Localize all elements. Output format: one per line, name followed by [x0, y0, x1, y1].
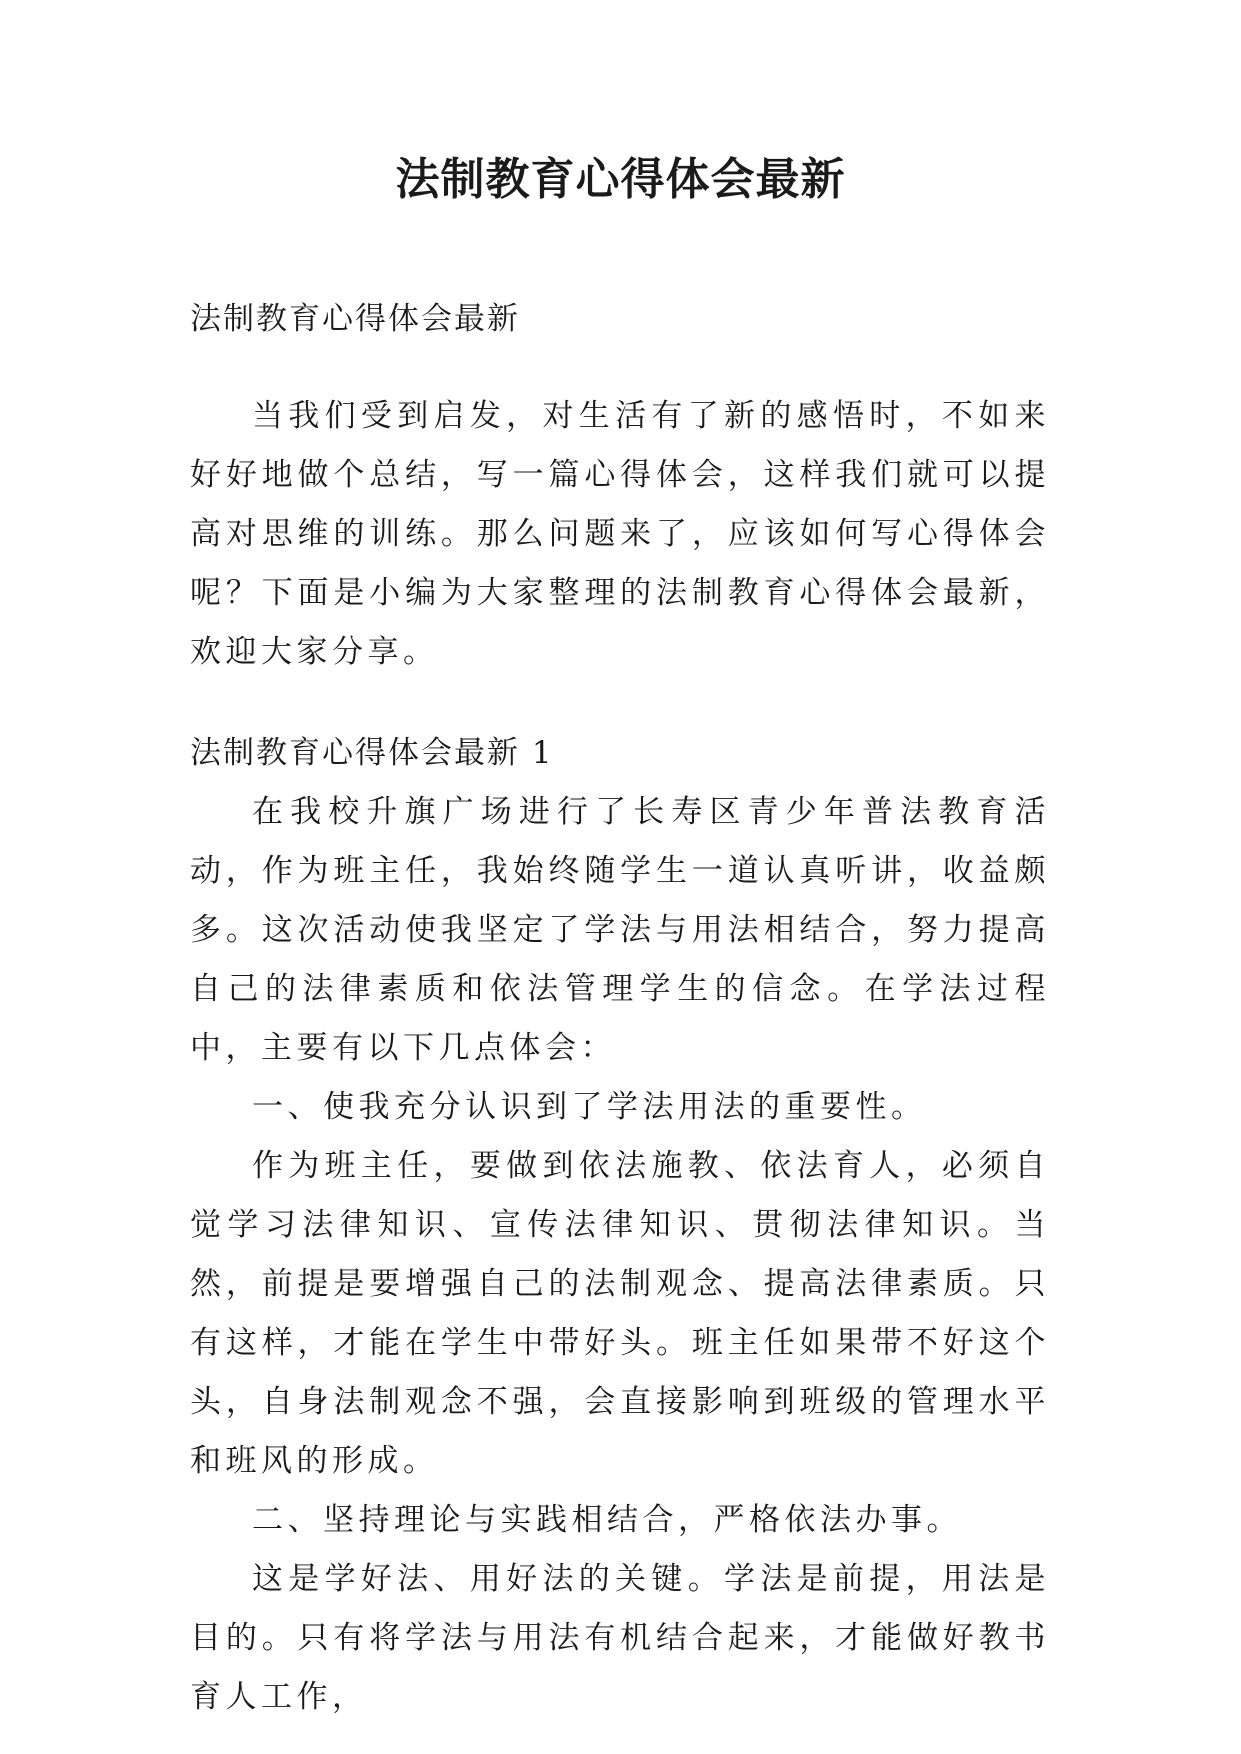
body-paragraph: 作为班主任，要做到依法施教、依法育人，必须自觉学习法律知识、宣传法律知识、贯彻法律知识。当然，前提是要增强自己的法制观念、提高法律素质。只有这样，才能在学生中带好头。班主任如果带不好这个头，自身法制观念不强，会直接影响到班级的管理水平和班风的形成。	[190, 1148, 1050, 1479]
intro-paragraph: 当我们受到启发，对生活有了新的感悟时，不如来好好地做个总结，写一篇心得体会，这样我们就可以提高对思维的训练。那么问题来了，应该如何写心得体会呢？下面是小编为大家整理的法制教育心得体会最新，欢迎大家分享。	[190, 398, 1050, 670]
section-heading: 法制教育心得体会最新 1	[190, 735, 554, 771]
body-paragraph: 这是学好法、用好法的关键。学法是前提，用法是目的。只有将学法与用法有机结合起来，才能做好教书育人工作，	[190, 1561, 1050, 1715]
document-body	[190, 290, 1050, 1727]
body-paragraph: 在我校升旗广场进行了长寿区青少年普法教育活动，作为班主任，我始终随学生一道认真听讲，收益颇多。这次活动使我坚定了学法与用法相结合，努力提高自己的法律素质和依法管理学生的信念。在学法过程中，主要有以下几点体会：	[190, 794, 1050, 1066]
document-subtitle: 法制教育心得体会最新	[190, 301, 520, 337]
document-title: 法制教育心得体会最新	[395, 154, 846, 205]
point-heading: 一、使我充分认识到了学法用法的重要性。	[252, 1089, 927, 1125]
point-heading: 二、坚持理论与实践相结合，严格依法办事。	[252, 1502, 962, 1538]
